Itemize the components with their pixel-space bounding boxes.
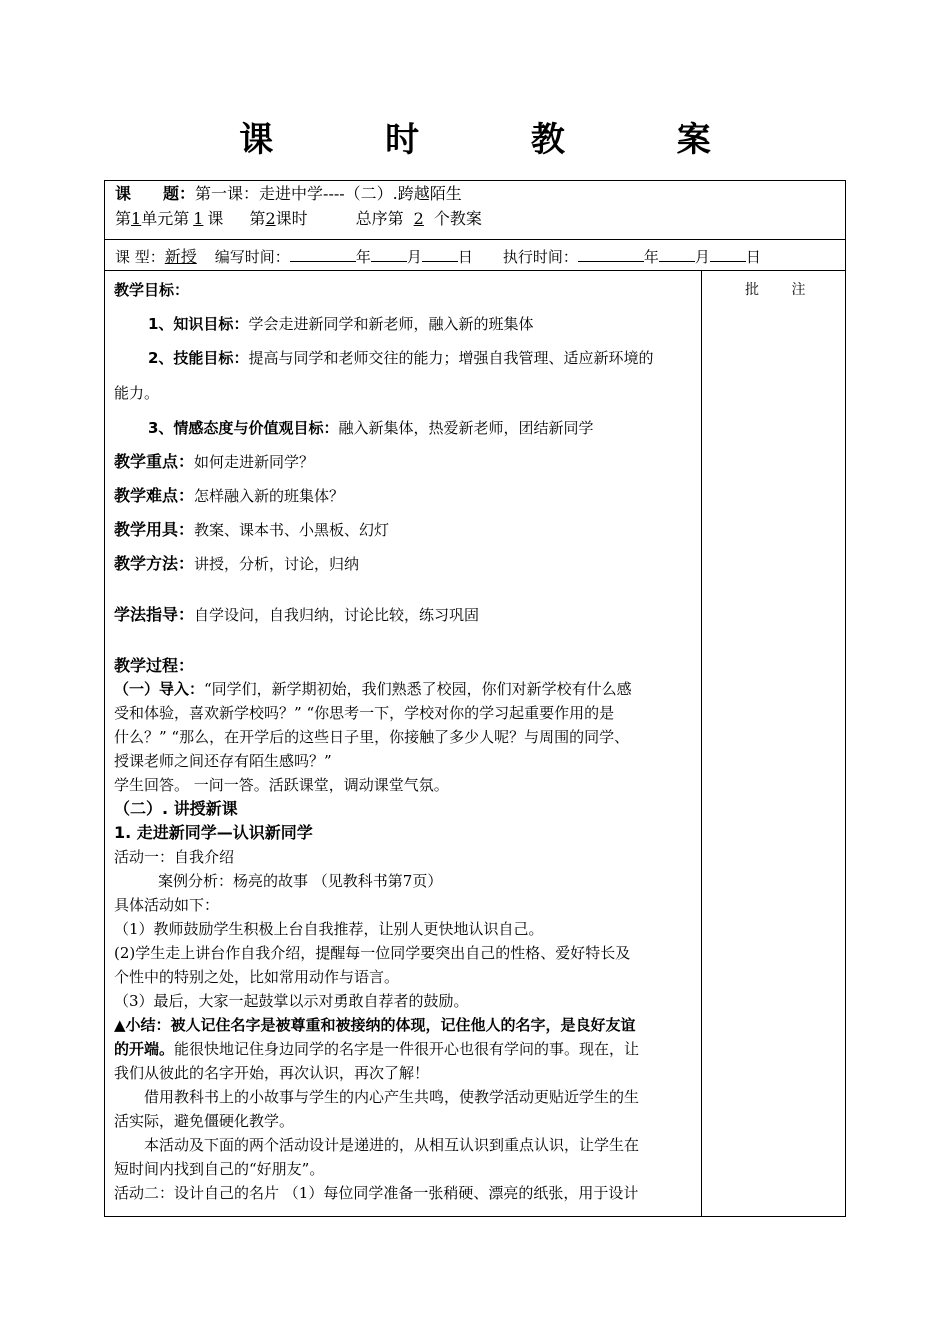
lesson-suffix: 课: [207, 209, 224, 228]
order-suffix: 个教案: [433, 209, 482, 228]
meta-row: [105, 240, 845, 271]
period-prefix: 第: [249, 209, 266, 228]
method-label: 教学方法：: [114, 554, 195, 573]
type-label: 课 型：: [115, 248, 165, 266]
exec-year-blank: [578, 245, 644, 262]
para-1-line-1: 借用教科书上的小故事与学生的内心产生共鸣，使教学活动更贴近学生的生: [144, 1088, 640, 1106]
guide-text: 自学设问，自我归纳，讨论比较，练习巩固: [194, 606, 480, 624]
method-text: 讲授，分析，讨论，归纳: [194, 555, 360, 573]
step-2-line-2: 个性中的特别之处，比如常用动作与语言。: [114, 968, 400, 986]
intro-line-2: 受和体验，喜欢新学校吗？” “你思考一下，学校对你的学习起重要作用的是: [114, 704, 615, 722]
activity-1: 活动一：自我介绍: [114, 848, 235, 866]
write-day-blank: [422, 245, 458, 262]
para-2-line-2: 短时间内找到自己的“好朋友”。: [114, 1160, 325, 1178]
key-point: [114, 452, 314, 472]
write-month-label: 月: [406, 248, 422, 266]
tools-label: 教学用具：: [114, 520, 195, 539]
write-month-blank: [371, 245, 407, 262]
topic-label-2: 题：: [163, 184, 196, 203]
step-3: （3）最后，大家一起鼓掌以示对勇敢自荐者的鼓励。: [114, 992, 469, 1010]
intro-line-3: 什么？” “那么，在开学后的这些日子里，你接触了多少人呢？与周围的同学、: [114, 728, 630, 746]
exec-time-label: 执行时间：: [502, 248, 578, 266]
para-1-line-2: 活实际，避免僵硬化教学。: [114, 1112, 295, 1130]
detail-intro: 具体活动如下：: [114, 896, 220, 914]
exec-day-blank: [710, 245, 746, 262]
goal-2-text: 提高与同学和老师交往的能力；增强自我管理、适应新环境的: [248, 349, 654, 367]
goal-2-label: 2、技能目标：: [148, 349, 249, 367]
summary-text-2: 能很快地记住身边同学的名字是一件很开心也很有学问的事。现在，让: [174, 1040, 640, 1058]
case-analysis: 案例分析：杨亮的故事 （见教科书第7页）: [158, 872, 443, 890]
period-number: 2: [265, 209, 276, 228]
topic-value: 第一课：走进中学----（二）.跨越陌生: [195, 184, 462, 203]
guide-label: 学法指导：: [114, 605, 195, 624]
period-suffix: 课时: [275, 209, 308, 228]
write-year-blank: [290, 245, 356, 262]
goal-1: [148, 314, 533, 334]
intro-label: （一）导入：: [114, 680, 205, 698]
summary-bold-2: 的开端。: [114, 1040, 175, 1058]
write-year-label: 年: [355, 248, 371, 266]
guide: [114, 605, 479, 625]
goal-3: [148, 418, 593, 438]
page-title: 课 时 教 案: [239, 120, 761, 160]
summary-line-1: ▲小结：被人记住名字是被尊重和被接纳的体现，记住他人的名字，是良好友谊: [114, 1016, 636, 1034]
header-row: [105, 181, 845, 240]
key-label: 教学重点：: [114, 452, 195, 471]
intro-block: [114, 677, 694, 1205]
lesson-number: 1: [193, 209, 204, 228]
unit-line: [115, 209, 482, 229]
exec-month-label: 月: [694, 248, 710, 266]
summary-line-2: [114, 1037, 694, 1061]
difficulty: [114, 486, 344, 506]
tools: [114, 520, 389, 540]
intro-line-1: [114, 677, 694, 701]
topic-label: 课: [115, 184, 132, 203]
type-value: 新授: [164, 247, 197, 266]
section-2-title: （二）. 讲授新课: [114, 799, 238, 818]
summary-line-3: 我们从彼此的名字开始，再次认识，再次了解！: [114, 1064, 430, 1082]
annotation-label: 批 注: [745, 282, 820, 298]
write-day-label: 日: [457, 248, 473, 266]
unit-mid: 单元第: [141, 209, 190, 228]
para-2-line-1: 本活动及下面的两个活动设计是递进的，从相互认识到重点认识，让学生在: [144, 1136, 640, 1154]
column-divider: [701, 271, 702, 1217]
exec-day-label: 日: [745, 248, 761, 266]
step-2-line-1: (2)学生走上讲台作自我介绍，提醒每一位同学要突出自己的性格、爱好特长及: [114, 944, 631, 962]
goal-3-label: 3、情感态度与价值观目标：: [148, 419, 339, 437]
topic-line: [115, 184, 462, 204]
unit-number: 1: [131, 209, 142, 228]
write-time-label: 编写时间：: [214, 248, 290, 266]
exec-month-blank: [659, 245, 695, 262]
goal-3-text: 融入新集体，热爱新老师，团结新同学: [338, 419, 594, 437]
goal-1-text: 学会走进新同学和新老师，融入新的班集体: [248, 315, 534, 333]
step-1: （1）教师鼓励学生积极上台自我推荐，让别人更快地认识自己。: [114, 920, 544, 938]
method: [114, 554, 359, 574]
diff-label: 教学难点：: [114, 486, 195, 505]
order-prefix: 总序第: [355, 209, 404, 228]
diff-text: 怎样融入新的班集体？: [194, 487, 345, 505]
process-label: 教学过程：: [114, 656, 195, 675]
goals-title: 教学目标：: [114, 281, 190, 299]
order-number: 2: [413, 209, 424, 228]
meta-line: [115, 245, 761, 267]
intro-text-1: “同学们，新学期初始，我们熟悉了校园，你们对新学校有什么感: [204, 680, 632, 698]
subsection-1-title: 1. 走进新同学—认识新同学: [114, 823, 313, 842]
unit-prefix: 第: [115, 209, 132, 228]
intro-line-4: 授课老师之间还存有陌生感吗？”: [114, 752, 332, 770]
activity-2: 活动二：设计自己的名片 （1）每位同学准备一张稍硬、漂亮的纸张，用于设计: [114, 1184, 639, 1202]
goal-2: [148, 348, 653, 368]
exec-year-label: 年: [643, 248, 659, 266]
key-text: 如何走进新同学？: [194, 453, 315, 471]
tools-text: 教案、课本书、小黑板、幻灯: [194, 521, 390, 539]
goal-1-label: 1、知识目标：: [148, 315, 249, 333]
lesson-plan-table: [104, 180, 846, 1217]
student-answer: 学生回答。 一问一答。活跃课堂，调动课堂气氛。: [114, 776, 449, 794]
goal-2-cont: 能力。: [114, 384, 160, 402]
